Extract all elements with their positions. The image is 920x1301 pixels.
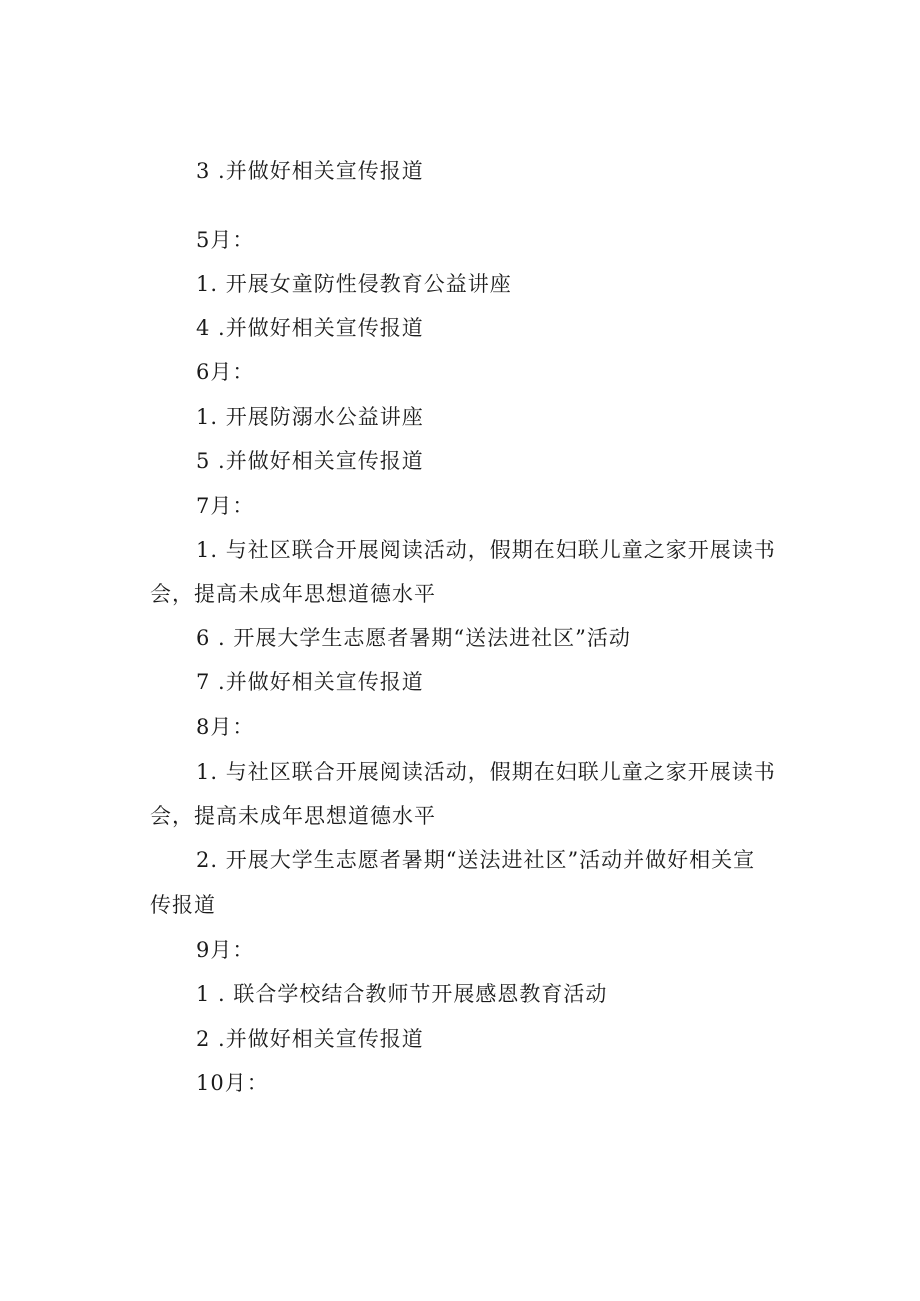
paragraph-continuation: 会，提高未成年思想道德水平 — [150, 804, 436, 828]
paragraph-line: 2 .并做好相关宣传报道 — [196, 1027, 424, 1051]
paragraph-line: 6 . 开展大学生志愿者暑期“送法进社区”活动 — [196, 626, 631, 650]
month-heading: 10月： — [196, 1071, 269, 1095]
paragraph-line: 1. 开展防溺水公益讲座 — [196, 405, 424, 429]
paragraph-line: 3 .并做好相关宣传报道 — [196, 159, 424, 183]
paragraph-line: 7 .并做好相关宣传报道 — [196, 670, 424, 694]
month-heading: 7月： — [196, 494, 255, 518]
month-heading: 9月： — [196, 938, 255, 962]
month-heading: 5月： — [196, 228, 255, 252]
paragraph-line: 5 .并做好相关宣传报道 — [196, 449, 424, 473]
paragraph-line: 4 .并做好相关宣传报道 — [196, 316, 424, 340]
paragraph-line: 1. 开展女童防性侵教育公益讲座 — [196, 272, 512, 296]
month-heading: 8月： — [196, 715, 255, 739]
paragraph-continuation: 会，提高未成年思想道德水平 — [150, 582, 436, 606]
paragraph-line: 1 . 联合学校结合教师节开展感恩教育活动 — [196, 982, 608, 1006]
paragraph-line: 2. 开展大学生志愿者暑期“送法进社区”活动并做好相关宣 — [196, 848, 756, 872]
paragraph-line: 1. 与社区联合开展阅读活动，假期在妇联儿童之家开展读书 — [196, 760, 776, 784]
month-heading: 6月： — [196, 360, 255, 384]
paragraph-line: 1. 与社区联合开展阅读活动，假期在妇联儿童之家开展读书 — [196, 538, 776, 562]
paragraph-continuation: 传报道 — [150, 893, 216, 917]
